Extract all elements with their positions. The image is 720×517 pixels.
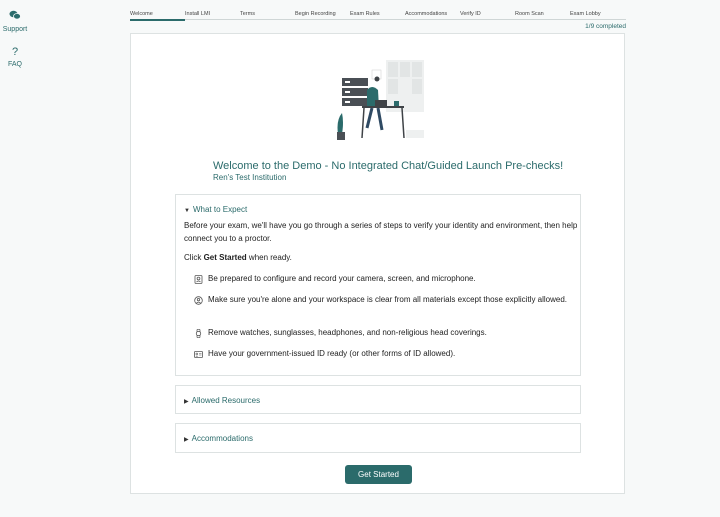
step-terms: Terms	[240, 11, 255, 17]
caret-right-icon: ▶	[184, 437, 189, 443]
step-accommodations: Accommodations	[405, 11, 448, 17]
expect-intro: Before your exam, we'll have you go through a series of steps to verify your identity and environment, then help connect you to a proctor.	[184, 221, 578, 243]
step-verify-id: Verify ID	[460, 11, 481, 17]
accommodations-panel[interactable]	[175, 423, 581, 453]
faq-link[interactable]	[0, 42, 30, 68]
what-to-expect-heading: What to Expect	[192, 205, 248, 214]
caret-right-icon: ▶	[184, 399, 189, 405]
expect-item-alone: Make sure you're alone and your workspace is clear from all materials except those explicitly allowed.	[208, 295, 568, 304]
allowed-resources-panel[interactable]	[175, 385, 581, 414]
person-circle-icon	[194, 296, 203, 305]
allowed-resources-heading: Allowed Resources	[191, 396, 261, 405]
click-prefix: Click	[184, 253, 204, 262]
support-label: Support	[2, 26, 28, 33]
institution-name: Ren's Test Institution	[213, 173, 287, 182]
get-started-button[interactable]: Get Started	[345, 465, 412, 484]
question-mark-icon: ?	[11, 46, 19, 58]
expect-item-camera: Be prepared to configure and record your camera, screen, and microphone.	[208, 274, 476, 283]
faq-label: FAQ	[7, 61, 22, 68]
what-to-expect-toggle[interactable]	[184, 205, 247, 214]
watch-icon	[194, 329, 203, 338]
expect-item-remove: Remove watches, sunglasses, headphones, and non-religious head coverings.	[208, 328, 487, 337]
step-exam-rules: Exam Rules	[350, 11, 380, 17]
main-card	[130, 33, 625, 494]
progress-text: 1/9 completed	[585, 23, 626, 30]
step-exam-lobby: Exam Lobby	[570, 11, 601, 17]
step-begin-recording: Begin Recording	[295, 11, 336, 17]
step-welcome: Welcome	[130, 11, 153, 17]
stepper	[130, 11, 626, 23]
accommodations-heading: Accommodations	[191, 434, 253, 443]
support-link[interactable]	[0, 7, 30, 33]
id-card-icon	[194, 350, 203, 359]
step-room-scan: Room Scan	[515, 11, 544, 17]
click-instruction	[184, 252, 582, 265]
expect-item-id: Have your government-issued ID ready (or other forms of ID allowed).	[208, 349, 456, 358]
click-suffix: when ready.	[246, 253, 292, 262]
step-install-lmi: Install LMI	[185, 11, 211, 17]
accommodations-toggle[interactable]	[184, 434, 253, 443]
page-title: Welcome to the Demo - No Integrated Chat/Guided Launch Pre-checks!	[213, 160, 564, 172]
person-at-desk-illustration	[334, 58, 429, 142]
caret-down-icon: ▼	[184, 208, 190, 214]
click-bold: Get Started	[203, 253, 247, 262]
allowed-resources-toggle[interactable]	[184, 396, 260, 405]
what-to-expect-panel	[175, 194, 581, 376]
camera-badge-icon	[194, 275, 203, 284]
chat-bubbles-icon	[9, 10, 21, 20]
